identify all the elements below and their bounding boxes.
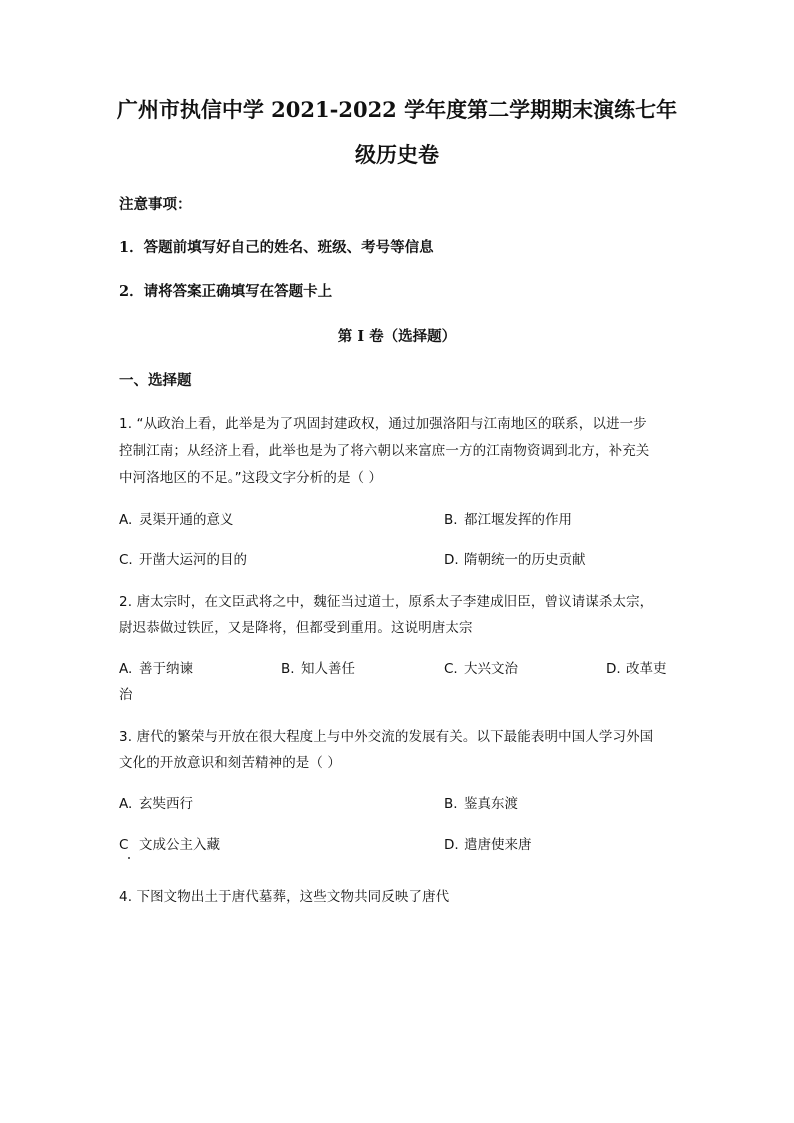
question-1-line-2: 控制江南；从经济上看，此举也是为了将六朝以来富庶一方的江南物资调到北方，补充关 [119,443,650,459]
section-title: 一、选择题 [119,372,192,389]
question-1-line-3: 中河洛地区的不足。”这段文字分析的是（ ） [119,470,383,486]
option-text: 善于纳谏 [139,661,193,677]
option-label: B. [444,512,458,528]
question-2-option-b[interactable] [281,659,355,679]
question-3-line-1: 3. 唐代的繁荣与开放在很大程度上与中外交流的发展有关。以下最能表明中国人学习外国 [119,729,654,745]
question-1-line-1: 1. “从政治上看，此举是为了巩固封建政权，通过加强洛阳与江南地区的联系，以进一步 [119,416,647,432]
option-label: C. [444,661,458,677]
option-text: 知人善任 [301,661,355,677]
exam-title-line-2: 级历史卷 [355,142,439,167]
option-text: 改革吏 [626,661,667,677]
question-3-option-c[interactable] [119,835,220,855]
option-label: B. [281,661,295,677]
option-label: A. [119,796,133,812]
question-3-option-d[interactable] [444,835,532,855]
option-label: D. [444,552,459,568]
option-label: B. [444,796,458,812]
option-label: C. [119,552,133,568]
option-label: D. [444,837,459,853]
option-label: D. [606,661,621,677]
question-2-option-a[interactable] [119,659,193,679]
question-3-line-2: 文化的开放意识和刻苦精神的是（ ） [119,755,341,771]
question-2-line-1: 2. 唐太宗时，在文臣武将之中，魏征当过道士，原系太子李建成旧臣，曾议请谋杀太宗， [119,594,654,610]
notice-item-1: 1．答题前填写好自己的姓名、班级、考号等信息 [119,239,434,256]
option-label: C [119,837,129,853]
option-text: 开凿大运河的目的 [139,552,247,568]
volume-title: 第 I 卷（选择题） [337,328,457,345]
question-2-option-d-wrap: 治 [119,687,133,703]
question-4-line-1: 4. 下图文物出土于唐代墓葬，这些文物共同反映了唐代 [119,889,450,905]
option-text: 文成公主入藏 [139,837,220,853]
question-3-option-a[interactable] [119,794,193,814]
notice-item-2: 2．请将答案正确填写在答题卡上 [119,283,333,300]
question-1-option-a[interactable] [119,510,234,530]
question-1-option-b[interactable] [444,510,572,530]
option-text: 鉴真东渡 [464,796,518,812]
question-2-option-c[interactable] [444,659,518,679]
option-text: 都江堰发挥的作用 [464,512,572,528]
option-text: 玄奘西行 [139,796,193,812]
question-2-line-2: 尉迟恭做过铁匠，又是降将，但都受到重用。这说明唐太宗 [119,620,473,636]
question-1-option-d[interactable] [444,550,586,570]
stray-dot-mark [128,857,130,859]
option-text: 隋朝统一的历史贡献 [464,552,586,568]
option-text: 灵渠开通的意义 [139,512,234,528]
exam-title-line-1: 广州市执信中学 2021-2022 学年度第二学期期末演练七年 [116,97,678,122]
option-text: 大兴文治 [464,661,518,677]
notice-heading: 注意事项： [119,196,192,213]
option-label: A. [119,512,133,528]
question-1-option-c[interactable] [119,550,247,570]
option-label: A. [119,661,133,677]
question-3-option-b[interactable] [444,794,518,814]
question-2-option-d[interactable] [606,659,667,679]
option-text: 遣唐使来唐 [464,837,532,853]
